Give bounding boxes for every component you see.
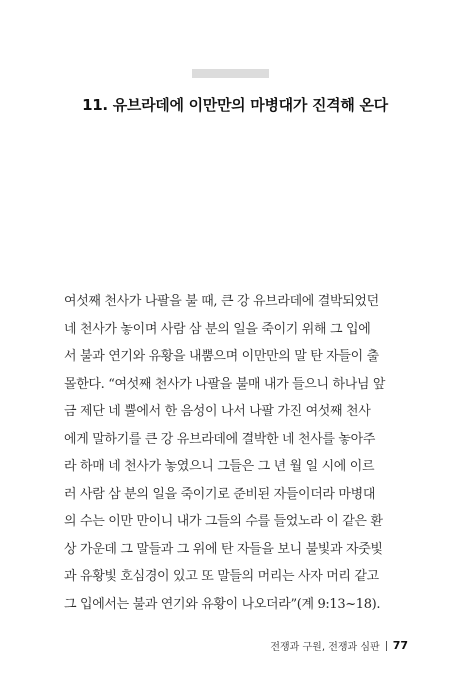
body-line: 의 수는 이만 만이니 내가 그들의 수를 들었노라 이 같은 환 [64,514,383,529]
body-line: 에게 말하기를 큰 강 유브라데에 결박한 네 천사를 놓아주 [64,431,376,447]
body-line: 상 가운데 그 말들과 그 위에 탄 자들을 보니 불빛과 자줏빛 [64,541,383,557]
body-line: 라 하매 네 천사가 놓였으니 그들은 그 년 월 일 시에 이르 [64,459,375,474]
page-footer [270,638,408,653]
body-line: 서 불과 연기와 유황을 내뿜으며 이만만의 말 탄 자들이 출 [64,349,379,364]
body-line: 그 입에서는 불과 연기와 유황이 나오더라”(계 9:13~18). [64,596,381,612]
body-line: 과 유황빛 호심경이 있고 또 말들의 머리는 사자 머리 같고 [64,569,379,584]
body-paragraph [64,288,412,618]
footer-divider [386,641,387,651]
body-line: 여섯째 천사가 나팔을 불 때, 큰 강 유브라데에 결박되었던 [64,294,379,309]
body-line: 네 천사가 놓이며 사람 삼 분의 일을 죽이기 위해 그 입에 [64,321,371,337]
body-line: 몰한다. “여섯째 천사가 나팔을 불매 내가 들으니 하나님 앞 [64,376,386,392]
body-line: 러 사람 삼 분의 일을 죽이기로 준비된 자들이더라 마병대 [64,486,376,502]
running-title: 전쟁과 구원, 전쟁과 심판 [270,642,380,653]
body-line: 금 제단 네 뿔에서 한 음성이 나서 나팔 가진 여섯째 천사 [64,404,371,419]
chapter-title: 11. 유브라데에 이만만의 마병대가 진격해 온다 [82,96,388,114]
chapter-header-bar [192,69,269,78]
page-number: 77 [392,639,408,652]
